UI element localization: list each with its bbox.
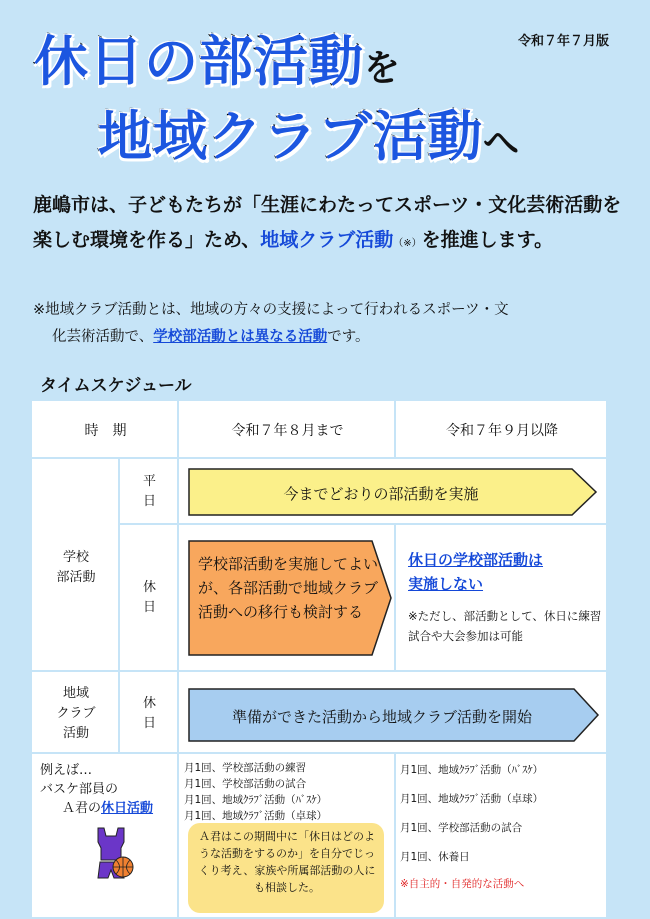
list-item: 月1回、学校部活動の練習	[184, 762, 307, 774]
example-line1: 例えば…	[40, 763, 93, 778]
remark-line2b: です。	[327, 329, 370, 345]
list-item: 月1回、地域ｸﾗﾌﾞ活動（卓球）	[400, 793, 544, 805]
schedule-heading: タイムスケジュール	[40, 376, 192, 396]
intro-note-mark: （※）	[393, 238, 422, 249]
list-item: 月1回、学校部活動の試合	[400, 822, 523, 834]
intro-paragraph	[33, 188, 623, 261]
holiday-not-held-line1: 休日の学校部活動は	[408, 551, 544, 569]
col-after-label: 令和７年９月以降	[446, 423, 558, 439]
holiday-label: 休 日	[142, 580, 156, 615]
before-list	[184, 760, 327, 824]
example-line3	[62, 800, 153, 818]
remark-paragraph	[33, 297, 623, 351]
holiday-not-held-line2: 実施しない	[408, 575, 484, 593]
remark-line2a: 化芸術活動で、	[52, 329, 154, 345]
local-club-arrow-label: 準備ができた活動から地域クラブ活動を開始	[231, 708, 532, 726]
remark-line1: ※地域クラブ活動とは、地域の方々の支援によって行われるスポーツ・文	[33, 302, 509, 318]
holiday-orange-text: 学校部活動を実施してよいが、各部活動で地域クラブ活動への移行も検討する	[198, 555, 379, 621]
holiday-note: ※ただし、部活動として、休日に練習試合や大会参加は可能	[408, 609, 602, 643]
title-big-1: 休日の部活動	[34, 30, 364, 93]
list-item: 月1回、学校部活動の試合	[184, 778, 307, 790]
list-item: 月1回、休養日	[400, 851, 470, 863]
list-item: 月1回、地域ｸﾗﾌﾞ活動（ﾊﾞｽｹ）	[184, 794, 328, 806]
example-line2: バスケ部員の	[40, 782, 119, 797]
title-big-2: 地域クラブ活動	[98, 105, 483, 168]
intro-text2: を推進します。	[421, 229, 554, 251]
school-club-label: 学校 部活動	[56, 550, 96, 585]
local-holiday-label: 休 日	[142, 696, 156, 731]
weekday-label: 平 日	[142, 474, 156, 509]
after-note: ※自主的・自発的な活動へ	[400, 878, 525, 890]
basketball-icon	[112, 856, 134, 878]
page-title-line2	[98, 105, 520, 176]
title-small-2: へ	[483, 123, 521, 164]
remark-underline: 学校部活動とは異なる活動	[153, 329, 328, 345]
weekday-arrow-label: 今までどおりの部活動を実施	[283, 485, 479, 503]
thinking-bubble-text: Ａ君はこの期間中に「休日はどのような活動をするのか」を自分でじっくり考え、家族や所属部活動の人にも相談した。	[198, 830, 376, 894]
list-item: 月1回、地域ｸﾗﾌﾞ活動（卓球）	[184, 810, 328, 822]
intro-text1: 鹿嶋市は、子どもたちが「生涯にわたってスポーツ・文化芸術活動を楽しむ環境を作る」ため、	[33, 194, 622, 251]
page-title-line1	[34, 30, 401, 101]
holiday-not-held	[408, 548, 543, 596]
edition-label: 令和７年７月版	[518, 34, 610, 49]
title-small-1: を	[364, 48, 402, 89]
example-holiday-activity: 休日活動	[101, 801, 154, 816]
intro-highlight: 地域クラブ活動	[260, 229, 394, 251]
example-line3a: Ａ君の	[62, 801, 102, 816]
local-club-label: 地域 クラブ 活動	[56, 686, 96, 741]
col-period-label: 時 期	[84, 423, 127, 439]
after-list	[400, 762, 543, 892]
col-until-label: 令和７年８月まで	[231, 423, 344, 439]
list-item: 月1回、地域ｸﾗﾌﾞ活動（ﾊﾞｽｹ）	[400, 764, 544, 776]
